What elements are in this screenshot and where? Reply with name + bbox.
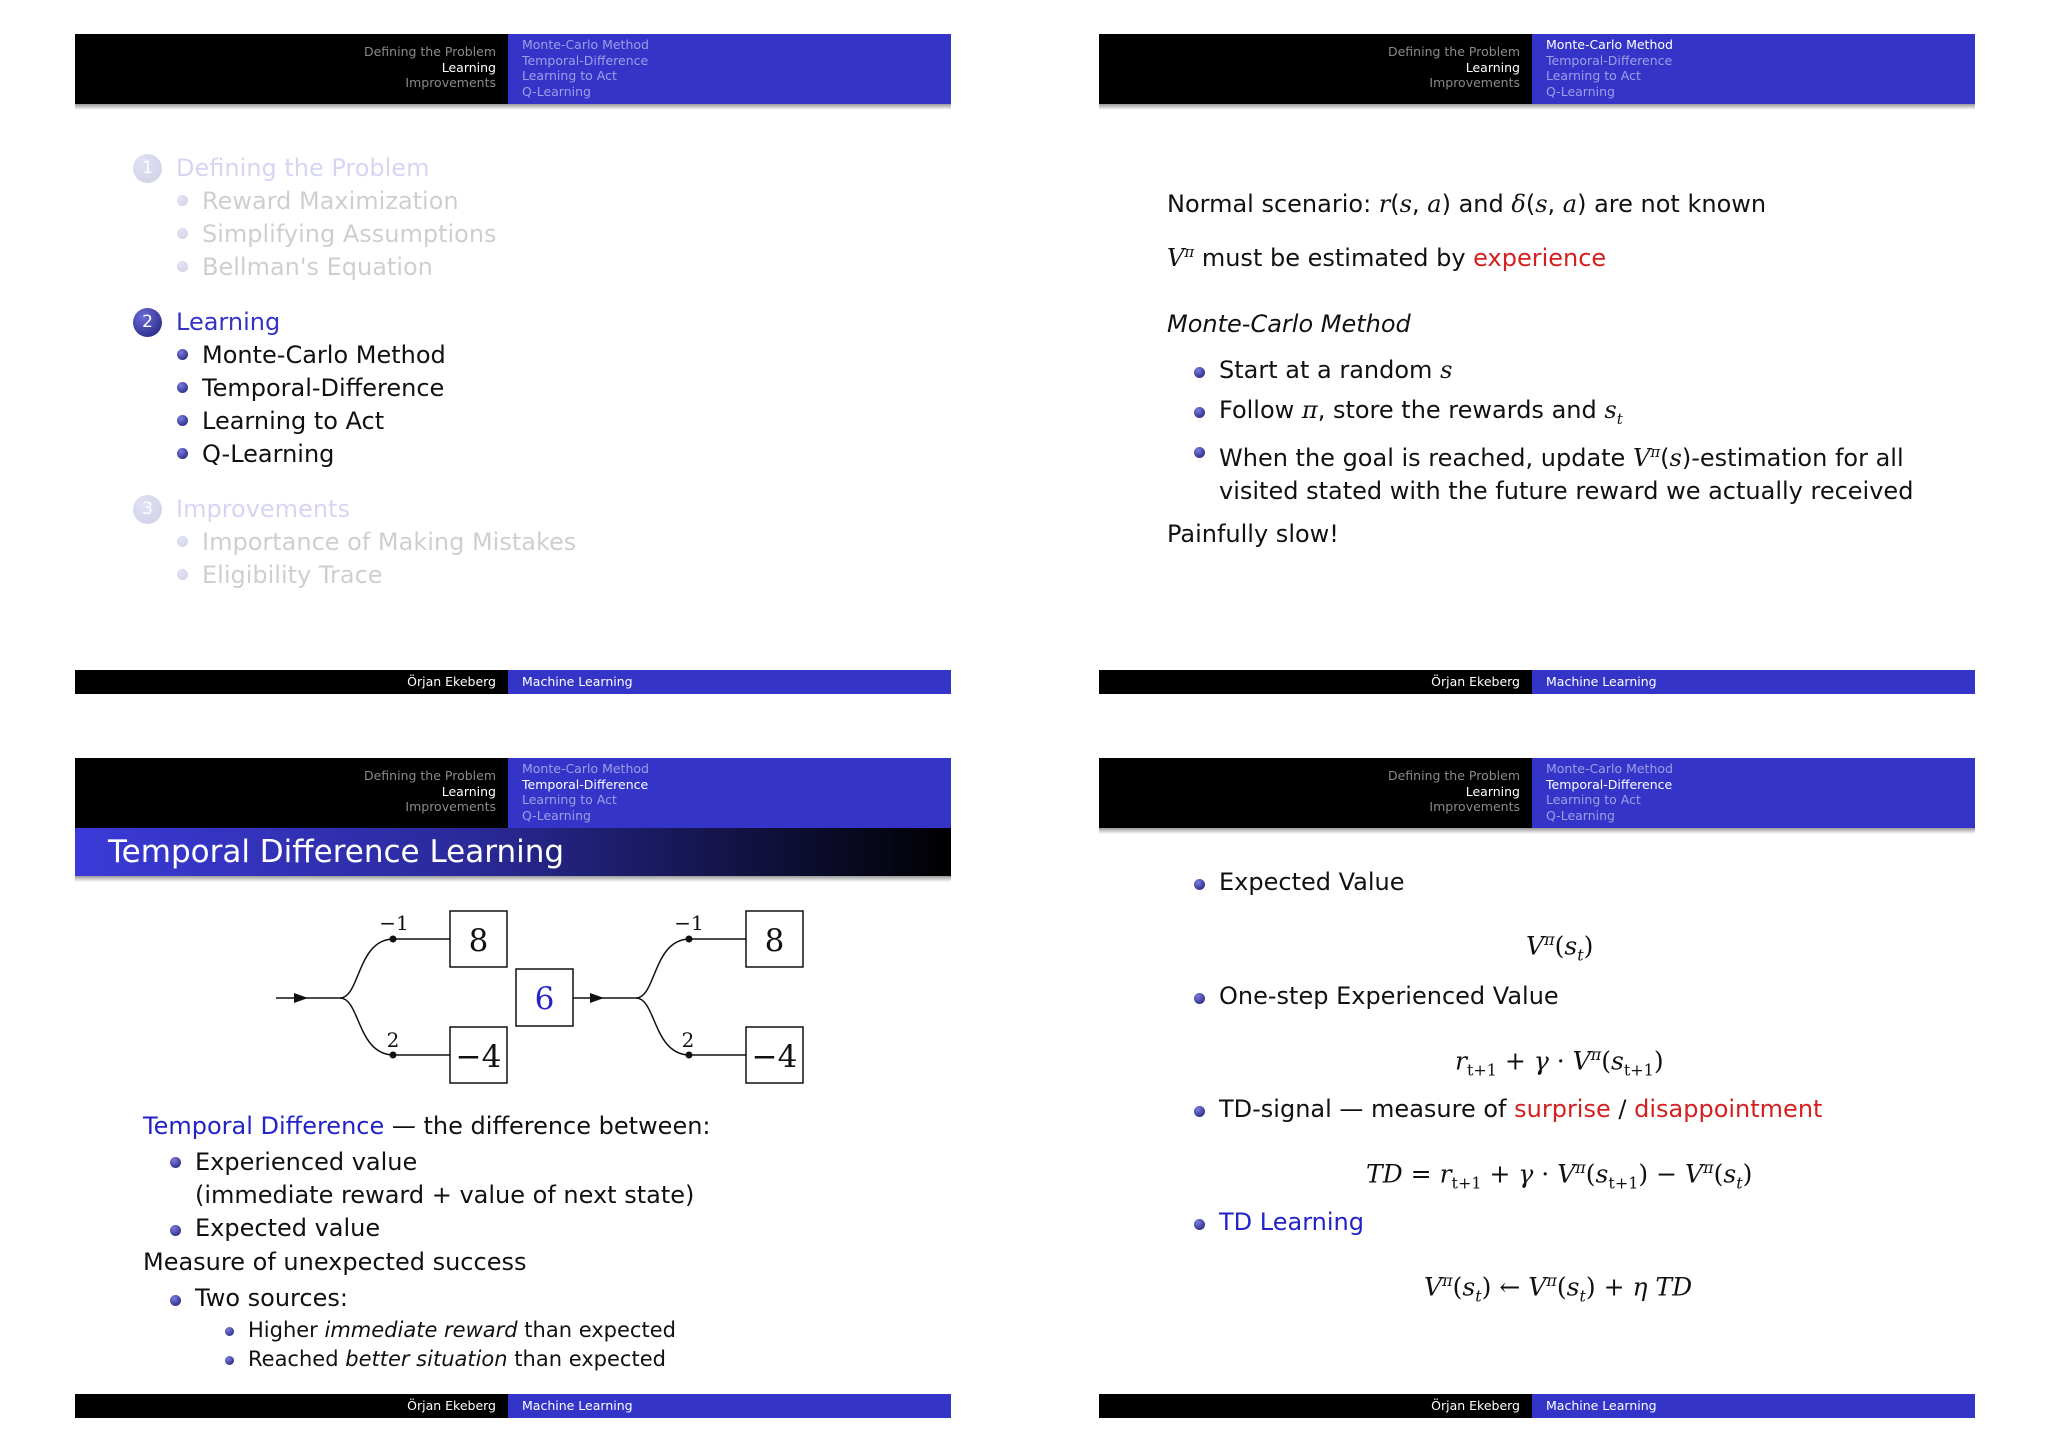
nav-section-active[interactable]: Learning	[1465, 59, 1520, 75]
section-number-badge: 1	[133, 154, 162, 183]
closing-remark: Painfully slow!	[1167, 520, 1339, 548]
bullet-item: Two sources:	[170, 1284, 348, 1312]
section-number-badge: 3	[133, 495, 162, 524]
bullet-item: TD-signal — measure of surprise / disappointment	[1194, 1095, 1822, 1123]
section-title: Learning	[176, 308, 281, 336]
section-nav	[364, 44, 496, 91]
state-value: −4	[751, 1039, 798, 1075]
section-title: Defining the Problem	[176, 154, 430, 182]
bullet-icon	[177, 382, 188, 393]
nav-section-active[interactable]: Learning	[1465, 783, 1520, 799]
footer-bar	[1099, 670, 1975, 694]
bullet-item: Expected Value	[1194, 868, 1405, 896]
footer-author: Örjan Ekeberg	[1099, 1394, 1532, 1418]
sub-bullet-item: Reached better situation than expected	[225, 1347, 666, 1371]
nav-subsection[interactable]: Monte-Carlo Method	[522, 761, 649, 776]
header-bar	[1099, 758, 1975, 828]
footer-course: Machine Learning	[1532, 1394, 1975, 1418]
subsection-title: Importance of Making Mistakes	[202, 527, 577, 556]
nav-section-active[interactable]: Learning	[441, 783, 496, 799]
footer-bar	[75, 1394, 951, 1418]
bullet-icon	[1194, 993, 1205, 1004]
bullet-icon	[170, 1157, 181, 1168]
method-title: Monte-Carlo Method	[1167, 310, 1411, 338]
header-bar	[75, 34, 951, 104]
nav-subsection[interactable]: Learning to Act	[522, 68, 617, 83]
nav-section[interactable]: Defining the Problem	[1387, 768, 1520, 783]
state-value: 8	[764, 923, 785, 959]
equation-td-update: $V^\pi(s_t)$ ← $V^\pi(s_t) + \eta$ TD	[1424, 1271, 1693, 1306]
current-state-value: 6	[534, 981, 555, 1017]
subsection-nav	[522, 37, 649, 99]
slide-outline	[75, 34, 951, 694]
reward-label-top: −1	[379, 911, 409, 935]
equation-experienced-value: $r_{t+1} + \gamma \cdot V^\pi(s_{t+1})$	[1455, 1045, 1664, 1080]
footer-bar	[75, 670, 951, 694]
outline-section-3	[133, 493, 576, 591]
nav-subsection[interactable]: Monte-Carlo Method	[1546, 761, 1673, 776]
nav-section[interactable]: Improvements	[1429, 799, 1520, 814]
section-number-badge: 2	[133, 308, 162, 337]
bullet-item: When the goal is reached, update $V^\pi(s)$-estimation for all visited stated with the future reward we actually received	[1194, 436, 1913, 508]
bullet-icon	[177, 448, 188, 459]
nav-subsection[interactable]: Q-Learning	[1546, 83, 1615, 99]
subsection-title: Temporal-Difference	[202, 373, 445, 402]
footer-author: Örjan Ekeberg	[1099, 670, 1532, 694]
bullet-item: One-step Experienced Value	[1194, 982, 1559, 1010]
nav-subsection-active[interactable]: Monte-Carlo Method	[1546, 37, 1673, 52]
slide-td-signal	[1099, 758, 1975, 1418]
bullet-icon	[177, 195, 188, 206]
bullet-icon	[177, 569, 188, 580]
nav-section-active[interactable]: Learning	[441, 59, 496, 75]
footer-bar	[1099, 1394, 1975, 1418]
equation-expected-value: $V^\pi(s_t)$	[1526, 930, 1594, 965]
nav-subsection-active[interactable]: Temporal-Difference	[1546, 776, 1673, 792]
nav-subsection[interactable]: Monte-Carlo Method	[522, 37, 649, 52]
bullet-item: Start at a random s	[1194, 356, 1452, 384]
footer-course: Machine Learning	[508, 1394, 951, 1418]
nav-subsection[interactable]: Temporal-Difference	[1546, 52, 1673, 68]
bullet-icon	[1194, 879, 1205, 890]
estimation-line: $V^\pi$ must be estimated by experience	[1167, 243, 1607, 272]
footer-author: Örjan Ekeberg	[75, 670, 508, 694]
bullet-item: Experienced value (immediate reward + value of next state)	[170, 1146, 694, 1212]
measure-line: Measure of unexpected success	[143, 1248, 527, 1276]
state-value: −4	[455, 1039, 502, 1075]
outline-section-1	[133, 152, 576, 283]
bullet-icon	[177, 536, 188, 547]
nav-subsection[interactable]: Learning to Act	[522, 792, 617, 807]
subsection-title: Eligibility Trace	[202, 560, 383, 589]
sub-bullet-item: Higher immediate reward than expected	[225, 1318, 676, 1342]
footer-course: Machine Learning	[1532, 670, 1975, 694]
normal-scenario-line: Normal scenario: r(s, a) and δ(s, a) are not known	[1167, 190, 1767, 218]
section-nav	[1388, 44, 1520, 91]
subsection-title: Q-Learning	[202, 439, 335, 468]
td-definition: Temporal Difference — the difference between:	[143, 1112, 711, 1140]
bullet-icon	[1194, 367, 1205, 378]
nav-subsection[interactable]: Temporal-Difference	[522, 52, 649, 68]
bullet-icon	[1194, 447, 1205, 458]
bullet-icon	[177, 349, 188, 360]
bullet-icon	[170, 1225, 181, 1236]
nav-subsection[interactable]: Q-Learning	[1546, 807, 1615, 823]
nav-section[interactable]: Improvements	[1429, 75, 1520, 90]
subsection-title: Simplifying Assumptions	[202, 219, 497, 248]
outline-section-2	[133, 306, 576, 470]
nav-subsection[interactable]: Learning to Act	[1546, 792, 1641, 807]
bullet-icon	[1194, 1106, 1205, 1117]
bullet-icon	[177, 261, 188, 272]
nav-subsection[interactable]: Q-Learning	[522, 807, 591, 823]
bullet-icon	[225, 1327, 234, 1336]
nav-section[interactable]: Improvements	[405, 799, 496, 814]
bullet-item: TD Learning	[1194, 1208, 1364, 1236]
reward-label-bottom: 2	[681, 1028, 695, 1052]
slide-monte-carlo	[1099, 34, 1975, 694]
nav-subsection-active[interactable]: Temporal-Difference	[522, 776, 649, 792]
reward-label-top: −1	[674, 911, 704, 935]
bullet-item: Follow π, store the rewards and $s_t$	[1194, 396, 1623, 428]
subsection-nav	[1546, 37, 1673, 99]
slide-temporal-difference	[75, 758, 951, 1418]
subsection-title: Bellman's Equation	[202, 252, 433, 281]
bullet-icon	[1194, 1219, 1205, 1230]
bullet-icon	[225, 1356, 234, 1365]
nav-subsection[interactable]: Learning to Act	[1546, 68, 1641, 83]
bullet-icon	[177, 228, 188, 239]
nav-section[interactable]: Defining the Problem	[363, 44, 496, 59]
footer-author: Örjan Ekeberg	[75, 1394, 508, 1418]
section-nav	[1388, 768, 1520, 815]
bullet-icon	[177, 415, 188, 426]
bullet-item: Expected value	[170, 1214, 380, 1242]
equation-td-signal: TD = $r_{t+1} + \gamma \cdot V^\pi(s_{t+1}) - V^\pi(s_t)$	[1366, 1158, 1753, 1193]
header-bar	[1099, 34, 1975, 104]
subsection-nav	[1546, 761, 1673, 823]
outline	[133, 152, 576, 591]
state-value: 8	[468, 923, 489, 959]
section-title: Improvements	[176, 495, 350, 523]
nav-subsection[interactable]: Q-Learning	[522, 83, 591, 99]
bullet-icon	[170, 1295, 181, 1306]
subsection-title: Reward Maximization	[202, 186, 459, 215]
nav-section[interactable]: Defining the Problem	[1387, 44, 1520, 59]
nav-section[interactable]: Improvements	[405, 75, 496, 90]
frame-title: Temporal Difference Learning	[108, 834, 565, 870]
bullet-icon	[1194, 407, 1205, 418]
footer-course: Machine Learning	[508, 670, 951, 694]
subsection-title: Learning to Act	[202, 406, 385, 435]
subsection-title: Monte-Carlo Method	[202, 340, 446, 369]
nav-section[interactable]: Defining the Problem	[363, 768, 496, 783]
reward-label-bottom: 2	[386, 1028, 400, 1052]
